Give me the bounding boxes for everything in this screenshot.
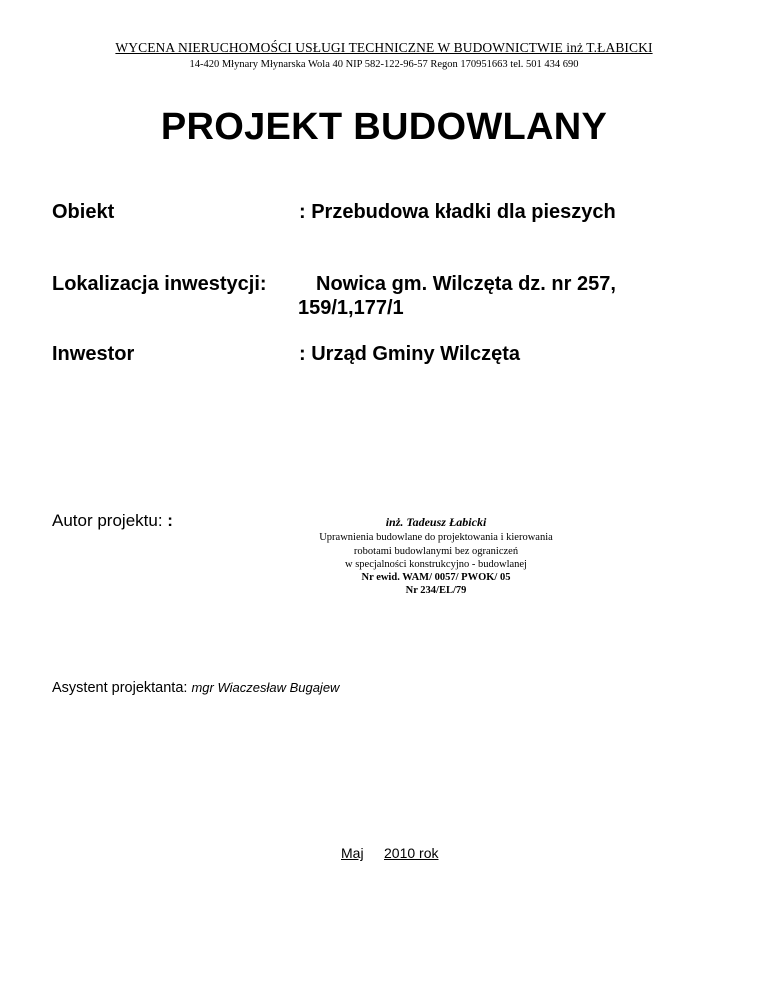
date-year: 2010 rok xyxy=(384,845,439,861)
asystent-line xyxy=(52,680,339,696)
obiekt-label: Obiekt xyxy=(52,201,115,223)
autor-nr-ewid: Nr ewid. WAM/ 0057/ PWOK/ 05 xyxy=(361,572,511,583)
autor-name: inż. Tadeusz Łabicki xyxy=(385,515,487,529)
header-company-line: WYCENA NIERUCHOMOŚCI USŁUGI TECHNICZNE W BUDOWNICTWIE inż T.ŁABICKI xyxy=(115,40,653,55)
document-title: PROJEKT BUDOWLANY xyxy=(160,106,608,148)
autor-cred-line3: w specjalności konstrukcyjno - budowlanej xyxy=(345,559,527,570)
autor-label xyxy=(52,511,173,531)
header-address-line: 14-420 Młynary Młynarska Wola 40 NIP 582-122-96-57 Regon 170951663 tel. 501 434 690 xyxy=(189,59,579,70)
lokalizacja-label: Lokalizacja inwestycji: xyxy=(52,273,267,295)
lokalizacja-value-line1: Nowica gm. Wilczęta dz. nr 257, xyxy=(316,273,616,295)
date-month: Maj xyxy=(341,845,364,861)
asystent-label: Asystent projektanta: xyxy=(52,680,188,696)
inwestor-label: Inwestor xyxy=(52,343,135,365)
autor-label-text: Autor projektu: xyxy=(52,511,163,530)
autor-nr-uprawnien: Nr 234/EL/79 xyxy=(405,585,467,596)
autor-label-colon: : xyxy=(167,511,173,530)
obiekt-value: : Przebudowa kładki dla pieszych xyxy=(299,201,616,223)
lokalizacja-value-line2: 159/1,177/1 xyxy=(298,297,404,319)
autor-cred-line2: robotami budowlanymi bez ograniczeń xyxy=(353,546,519,557)
inwestor-value: : Urząd Gminy Wilczęta xyxy=(299,343,520,365)
asystent-name: mgr Wiaczesław Bugajew xyxy=(191,680,340,695)
autor-cred-line1: Uprawnienia budowlane do projektowania i kierowania xyxy=(319,532,553,543)
